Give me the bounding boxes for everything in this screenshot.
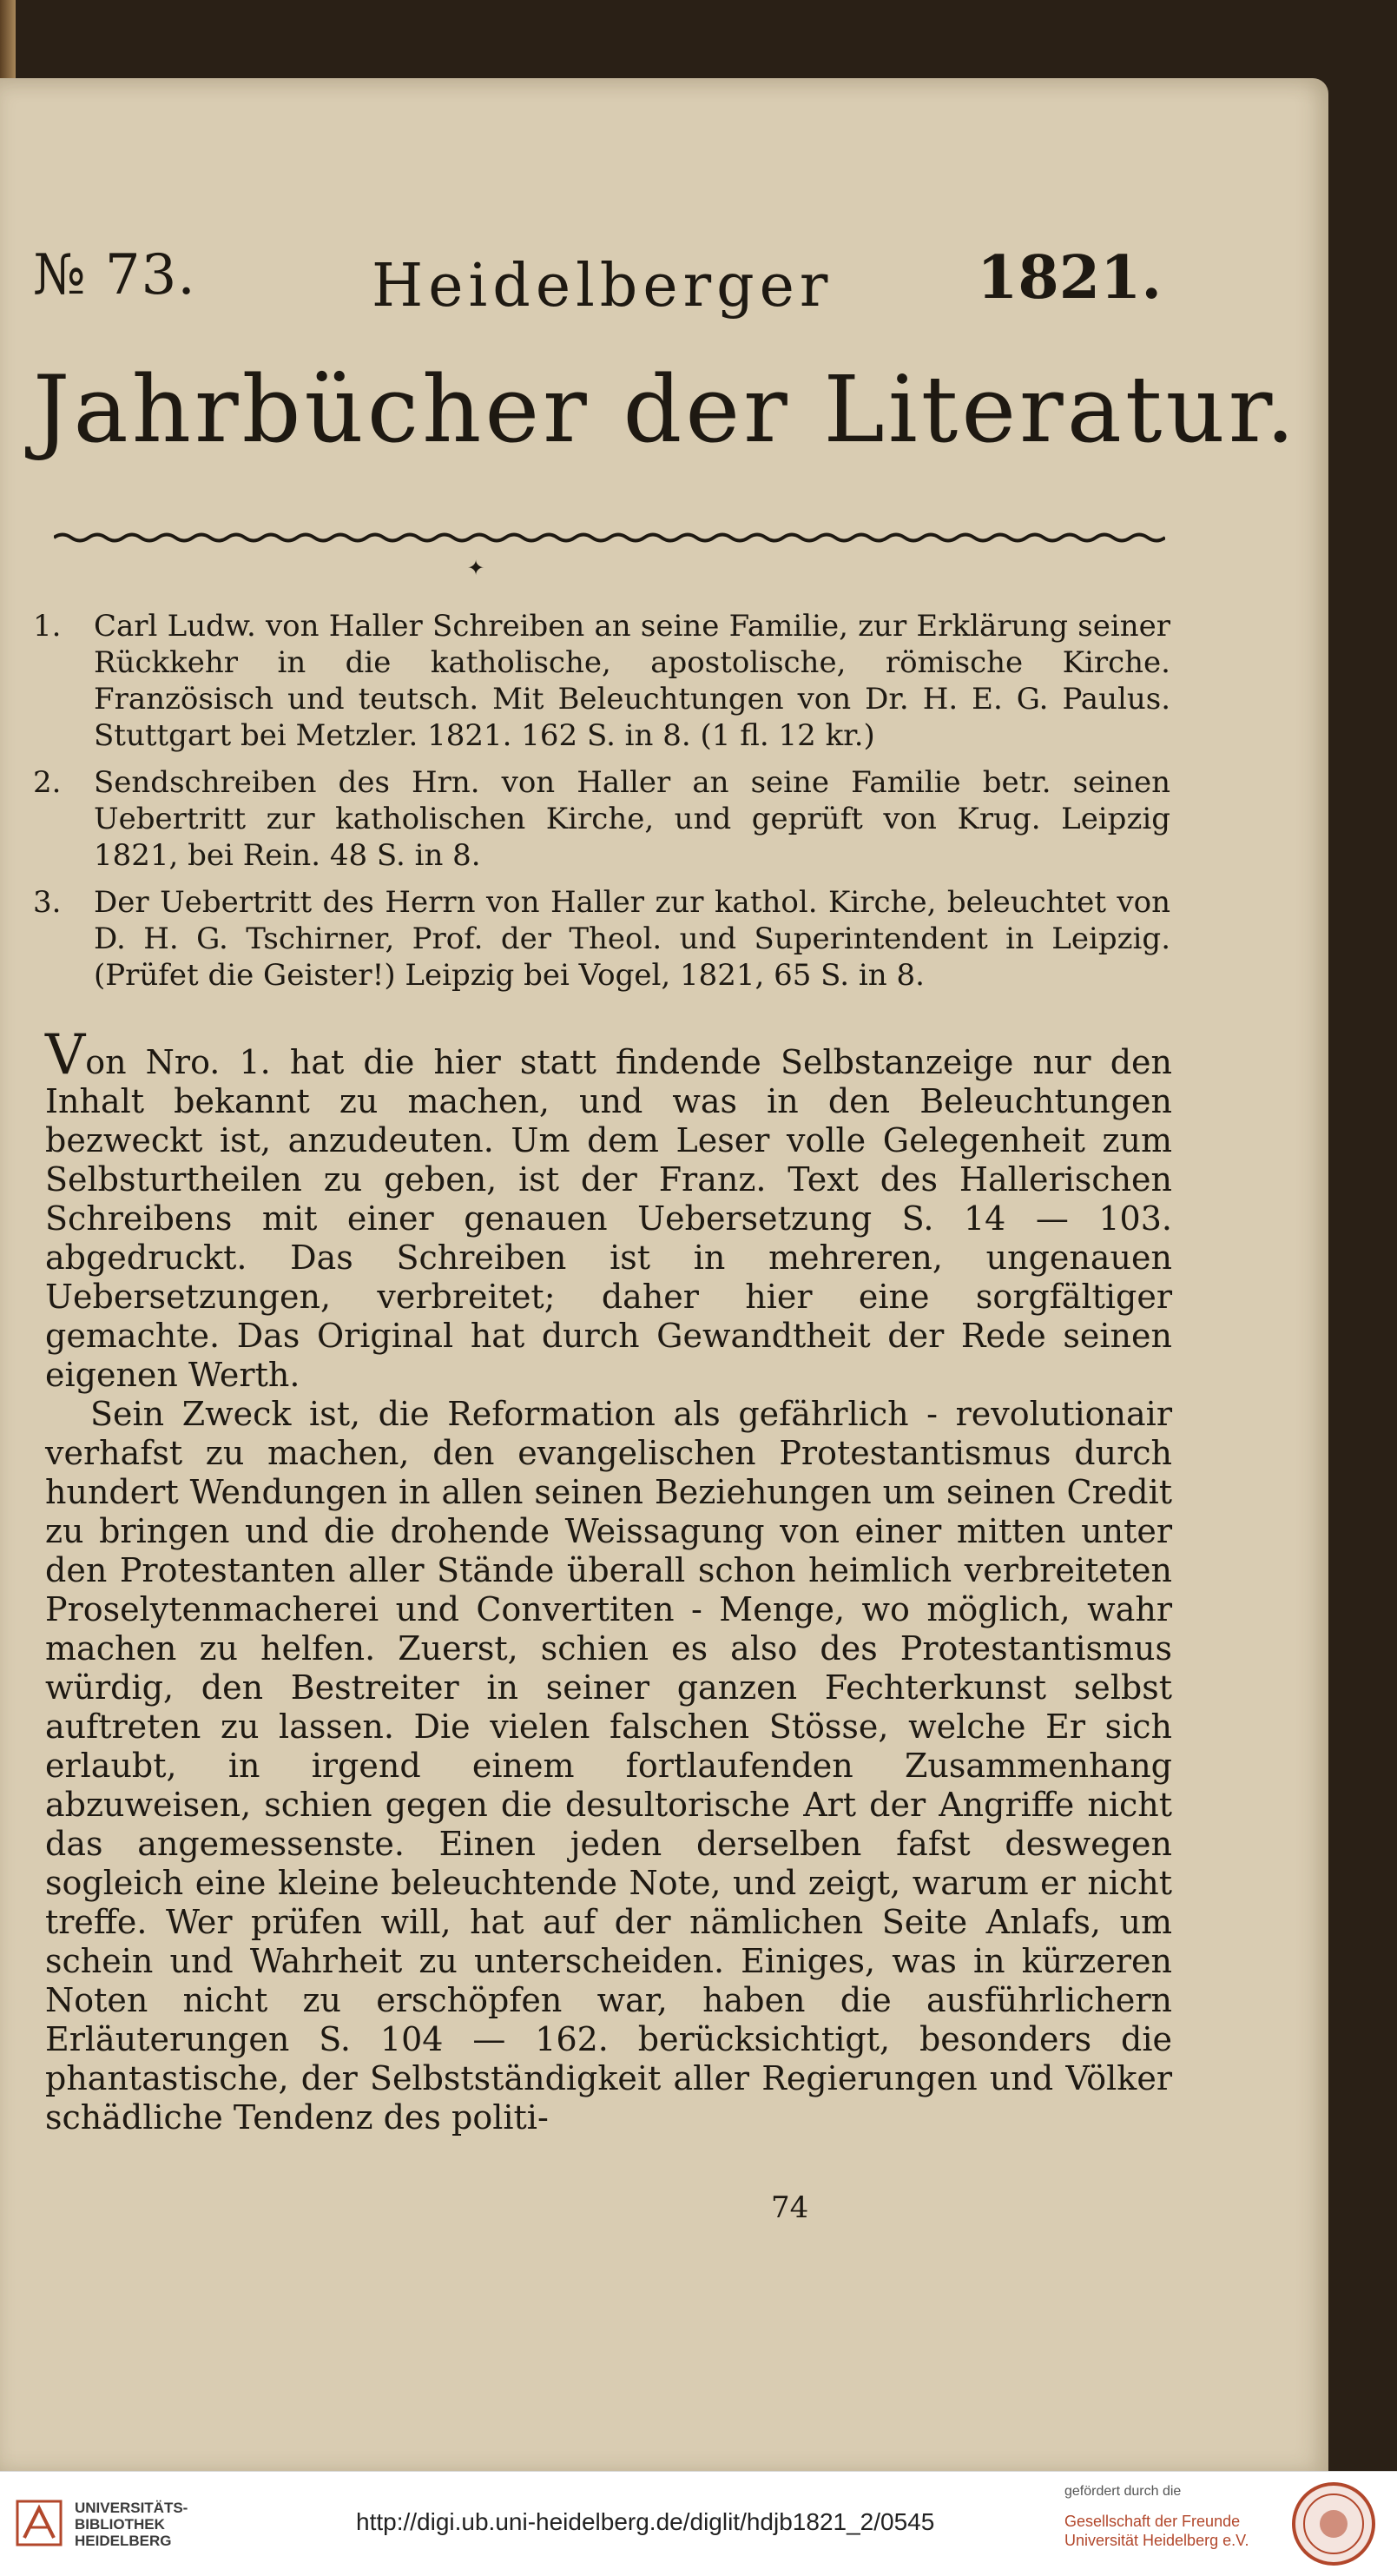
decorative-rule <box>54 532 1165 544</box>
permalink-url[interactable]: http://digi.ub.uni-heidelberg.de/diglit/hdjb1821_2/0545 <box>356 2508 935 2535</box>
journal-title-large: Jahrbücher der Literatur. <box>33 356 1299 463</box>
reviewed-work-item <box>33 884 1170 994</box>
body-paragraph: Von Nro. 1. hat die hier statt findende Selbstanzeige nur den Inhalt bekannt zu machen, und was in den Beleuchtungen bezweckt ist, anzudeuten. Um dem Leser volle Gelegenheit zum Selbsturtheilen zu geben, ist der Franz. Text des Hallerischen Schreibens mit einer genauen Uebersetzung S. 14 — 103. abgedruckt. Das Schreiben ist in mehreren, ungenauen Uebersetzungen, verbreitet; daher hier eine sorgfältiger gemachte. Das Original hat durch Gewandtheit der Rede seinen eigenen Werth. <box>45 1023 1172 1394</box>
library-name <box>75 2500 188 2549</box>
reviewed-work-citation: Sendschreiben des Hrn. von Haller an seine Familie betr. seinen Uebertritt zur katholischen Kirche, und geprüft von Krug. Leipzig 1821, bei Rein. 48 S. in 8. <box>94 765 1170 873</box>
review-body <box>45 1023 1172 2137</box>
journal-title-small: Heidelberger <box>372 252 834 320</box>
library-name-line: BIBLIOTHEK <box>75 2516 165 2533</box>
reviewed-work-citation: Carl Ludw. von Haller Schreiben an seine Familie, zur Erklärung seiner Rückkehr in die katholische, apostolische, römische Kirche. Französisch und teutsch. Mit Beleuchtungen von Dr. H. E. G. Paulus. Stuttgart bei Metzler. 1821. 162 S. in 8. (1 fl. 12 kr.) <box>94 609 1170 753</box>
reviewed-work-item <box>33 764 1170 874</box>
body-paragraph: Sein Zweck ist, die Reformation als gefährlich - revolutionair verhafst zu machen, den evangelischen Protestantismus durch hundert Wendungen in allen seinen Beziehungen um seinen Credit zu bringen und die drohende Weissagung von einer mitten unter den Protestanten aller Stände überall schon heimlich verbreiteten Proselytenmacherei und Convertiten - Menge, wo möglich, wahr machen zu helfen. Zuerst, schien es also des Protestantismus würdig, den Bestreiter in seiner ganzen Fechterkunst selbst auftreten zu lassen. Die vielen falschen Stösse, welche Er sich erlaubt, in irgend einem fortlaufenden Zusammenhang abzuweisen, schien gegen die desultorische Art der Angriffe nicht das angemessenste. Einen jeden derselben fafst deswegen sogleich eine kleine beleuchtende Note, und zeigt, warum er nicht treffe. Wer prüfen will, hat auf der nämlichen Seite Anlafs, um schein und Wahrheit zu unterscheiden. Einiges, was in kürzeren Noten nicht zu erschöpfen war, haben die ausführlichern Erläuterungen S. 104 — 162. berücksichtigt, besonders die phantastische, der Selbstständigkeit aller Regierungen und Völker schädliche Tendenz des politi- <box>45 1395 1172 2137</box>
sponsor-by-label: gefördert durch die <box>1064 2484 1182 2499</box>
reviewed-work-citation: Der Uebertritt des Herrn von Haller zur kathol. Kirche, beleuchtet von D. H. G. Tschirner, Prof. der Theol. und Superintendent in Leipzig. (Prüfet die Geister!) Leipzig bei Vogel, 1821, 65 S. in 8. <box>94 885 1170 993</box>
library-name-line: UNIVERSITÄTS- <box>75 2500 188 2516</box>
sponsor-name-line[interactable]: Universität Heidelberg e.V. <box>1064 2532 1249 2549</box>
reviewed-work-number: 1. <box>33 609 62 644</box>
library-name-line: HEIDELBERG <box>75 2533 172 2549</box>
sponsor-name-line[interactable]: Gesellschaft der Freunde <box>1064 2513 1241 2530</box>
university-seal-icon <box>1290 2480 1377 2567</box>
reviewed-work-item <box>33 608 1170 754</box>
reviewed-works-list <box>33 608 1170 1004</box>
journal-masthead <box>33 243 1162 321</box>
reviewed-work-number: 3. <box>33 885 62 920</box>
sponsor-credit <box>1064 2484 1290 2550</box>
library-logo-icon[interactable] <box>16 2500 63 2546</box>
reviewed-work-number: 2. <box>33 765 62 800</box>
issue-year: 1821. <box>977 243 1162 313</box>
ornament-mark: ✦ <box>467 556 485 580</box>
issue-number: № 73. <box>33 243 196 307</box>
page-number: 74 <box>771 2190 809 2225</box>
viewer-footer <box>0 2471 1397 2576</box>
